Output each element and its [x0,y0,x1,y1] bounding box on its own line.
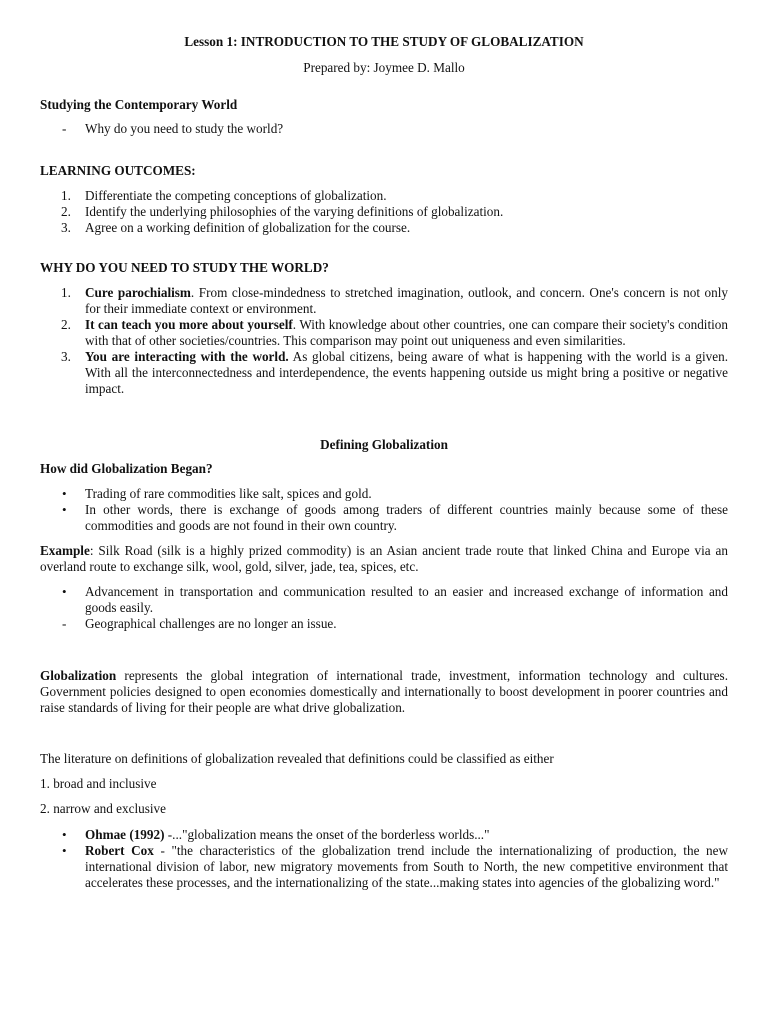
bullet-item [40,502,728,534]
reason-item [40,317,728,349]
bullet-item [40,584,728,616]
quote-item [40,827,728,843]
quote-author: Robert Cox [85,843,154,858]
why-study-section [40,260,728,397]
bullet-icon: • [62,827,67,842]
bullet-text: Advancement in transportation and communication resulted to an easier and increased exchange of information and goods easily. [85,584,728,615]
outcome-item [40,220,728,236]
dash-marker: - [62,121,67,136]
reason-item [40,285,728,317]
list-number: 2. [61,204,71,219]
studying-question-item [40,121,728,137]
globalization-term: Globalization [40,668,117,683]
quote-item [40,843,728,891]
reason-text: . From close-mindedness to stretched imagination, outlook, and concern. One's concern is not only for their immediate context or environment. [85,285,728,316]
how-began-heading: How did Globalization Began? [40,461,213,476]
definition-type-narrow: 2. narrow and exclusive [40,801,166,816]
bullet-icon: • [62,502,67,517]
outcome-item [40,188,728,204]
dash-text: Geographical challenges are no longer an issue. [85,616,337,631]
literature-intro: The literature on definitions of globalization revealed that definitions could be classified as either [40,751,554,766]
prepared-by: Prepared by: Joymee D. Mallo [303,60,465,75]
studying-heading: Studying the Contemporary World [40,97,238,112]
example-text: : Silk Road (silk is a highly prized commodity) is an Asian ancient trade route that linked China and Europe via an overland route to exchange silk, wool, gold, silver, jade, tea, spices, etc. [40,543,728,574]
outcome-text: Identify the underlying philosophies of the varying definitions of globalization. [85,204,504,219]
bullet-item [40,486,728,502]
reason-title: It can teach you more about yourself [85,317,293,332]
defining-heading: Defining Globalization [320,437,448,452]
quote-text: - "the characteristics of the globalization trend include the internationalizing of production, the new international division of labor, new migratory movements from South to North, the new competitive environment that accelerates these processes, and the internationalizing of the state...making states into agencies of the globalizing word." [85,843,728,890]
dash-item [40,616,728,632]
quote-text: -..."globalization means the onset of the borderless worlds..." [164,827,490,842]
example-label: Example [40,543,90,558]
reason-text: As global citizens, being aware of what is happening with the world is a given. With all the interconnectedness and interdependence, the events happening outside us might bring a positive or negative impact. [85,349,728,396]
example-paragraph [40,543,728,575]
quote-author: Ohmae (1992) [85,827,165,842]
outcome-item [40,204,728,220]
globalization-paragraph [40,668,728,716]
globalization-definition: represents the global integration of international trade, investment, information technology and cultures. Government policies designed to open economies domestically and internationally to boost development in poorer countries and raise standards of living for their people are what drive globalization. [40,668,728,715]
learning-outcomes-section [40,163,728,236]
defining-section [40,437,728,632]
dash-marker: - [62,616,67,631]
bullet-icon: • [62,584,67,599]
studying-question: Why do you need to study the world? [85,121,284,136]
bullet-icon: • [62,843,67,858]
studying-section [40,97,728,137]
reason-title: You are interacting with the world. [85,349,289,364]
outcome-text: Agree on a working definition of globalization for the course. [85,220,411,235]
outcome-text: Differentiate the competing conceptions of globalization. [85,188,387,203]
reason-text: . With knowledge about other countries, one can compare their society's condition with that of other societies/countries. This comparison may point out uniqueness and even similarities. [85,317,728,348]
bullet-text: In other words, there is exchange of goods among traders of different countries mainly because some of these commodities and goods are not found in their own country. [85,502,728,533]
learning-outcomes-heading: LEARNING OUTCOMES: [40,163,196,178]
bullet-text: Trading of rare commodities like salt, spices and gold. [85,486,372,501]
bullet-icon: • [62,486,67,501]
list-number: 2. [61,317,71,332]
list-number: 1. [61,188,71,203]
reason-title: Cure parochialism [85,285,191,300]
reason-item [40,349,728,397]
list-number: 3. [61,220,71,235]
list-number: 1. [61,285,71,300]
definition-type-broad: 1. broad and inclusive [40,776,157,791]
list-number: 3. [61,349,71,364]
why-study-heading: WHY DO YOU NEED TO STUDY THE WORLD? [40,260,329,275]
literature-section [40,751,728,891]
lesson-title: Lesson 1: INTRODUCTION TO THE STUDY OF GLOBALIZATION [184,34,584,49]
